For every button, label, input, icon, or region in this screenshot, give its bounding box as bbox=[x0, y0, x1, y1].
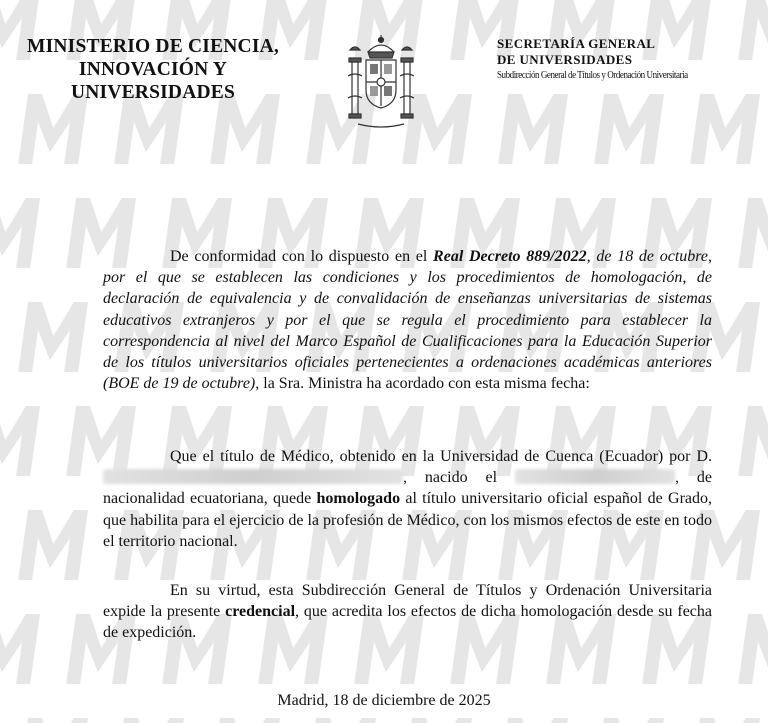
credential-text: , que acredita los efectos de dicha homologación desde su fecha de expedición. bbox=[103, 603, 713, 642]
secretaria-subtitle: DE UNIVERSIDADES bbox=[497, 52, 633, 67]
homologation-text: al título universitario oficial español de Grado, que habilita para el ejercicio de la profesión de Médico, con los mismos efectos de este en todo el territorio nacional. bbox=[103, 490, 713, 550]
decree-description: , de 18 de octubre, por el que se establecen las condiciones y los procedimientos de homologación, de declaración de equivalencia y de convalidación de enseñanzas universitarias de sistemas educativos extranjeros y por el que se regula el procedimiento para establecer la correspondencia al nivel del Marco Español de Cualificaciones para la Educación Superior de los títulos universitarios oficiales pertenecientes a ordenaciones académicas anteriores (BOE de 19 de octubre) bbox=[103, 248, 713, 393]
homologado-term: homologado bbox=[316, 490, 401, 508]
homologation-text: , nacido el bbox=[403, 469, 515, 487]
issue-date: Madrid, 18 de diciembre de 2025 bbox=[277, 692, 491, 709]
homologation-text: Que el título de Médico, obtenido en la Universidad de Cuenca (Ecuador) por D. bbox=[170, 448, 712, 465]
secretaria-block bbox=[497, 36, 757, 83]
secretaria-title: SECRETARÍA GENERAL bbox=[497, 36, 656, 51]
redacted-name bbox=[103, 469, 403, 484]
paragraph-decree bbox=[103, 246, 712, 394]
ministry-name bbox=[22, 35, 284, 104]
ministry-line: MINISTERIO DE CIENCIA, bbox=[27, 36, 279, 57]
ministry-line: UNIVERSIDADES bbox=[70, 82, 236, 103]
decree-reference: Real Decreto 889/2022 bbox=[433, 248, 587, 265]
decree-ending: , la Sra. Ministra ha acordado con esta misma fecha: bbox=[255, 375, 590, 393]
ministry-line: INNOVACIÓN Y bbox=[78, 59, 228, 80]
credencial-term: credencial bbox=[225, 603, 296, 621]
redacted-birthdate bbox=[515, 469, 675, 484]
spanish-coat-of-arms-icon bbox=[344, 32, 418, 132]
credential-text: En su virtud, esta Subdirección General de Títulos y Ordenación Universitaria expide la presente bbox=[103, 582, 712, 621]
homologation-text: , de nacionalidad ecuatoriana, quede bbox=[103, 469, 712, 508]
subdireccion-name: Subdirección General de Títulos y Ordenación Universitaria bbox=[497, 70, 688, 81]
paragraph-homologation bbox=[103, 446, 712, 552]
decree-intro: De conformidad con lo dispuesto en el bbox=[170, 248, 434, 265]
paragraph-credential bbox=[103, 580, 712, 644]
